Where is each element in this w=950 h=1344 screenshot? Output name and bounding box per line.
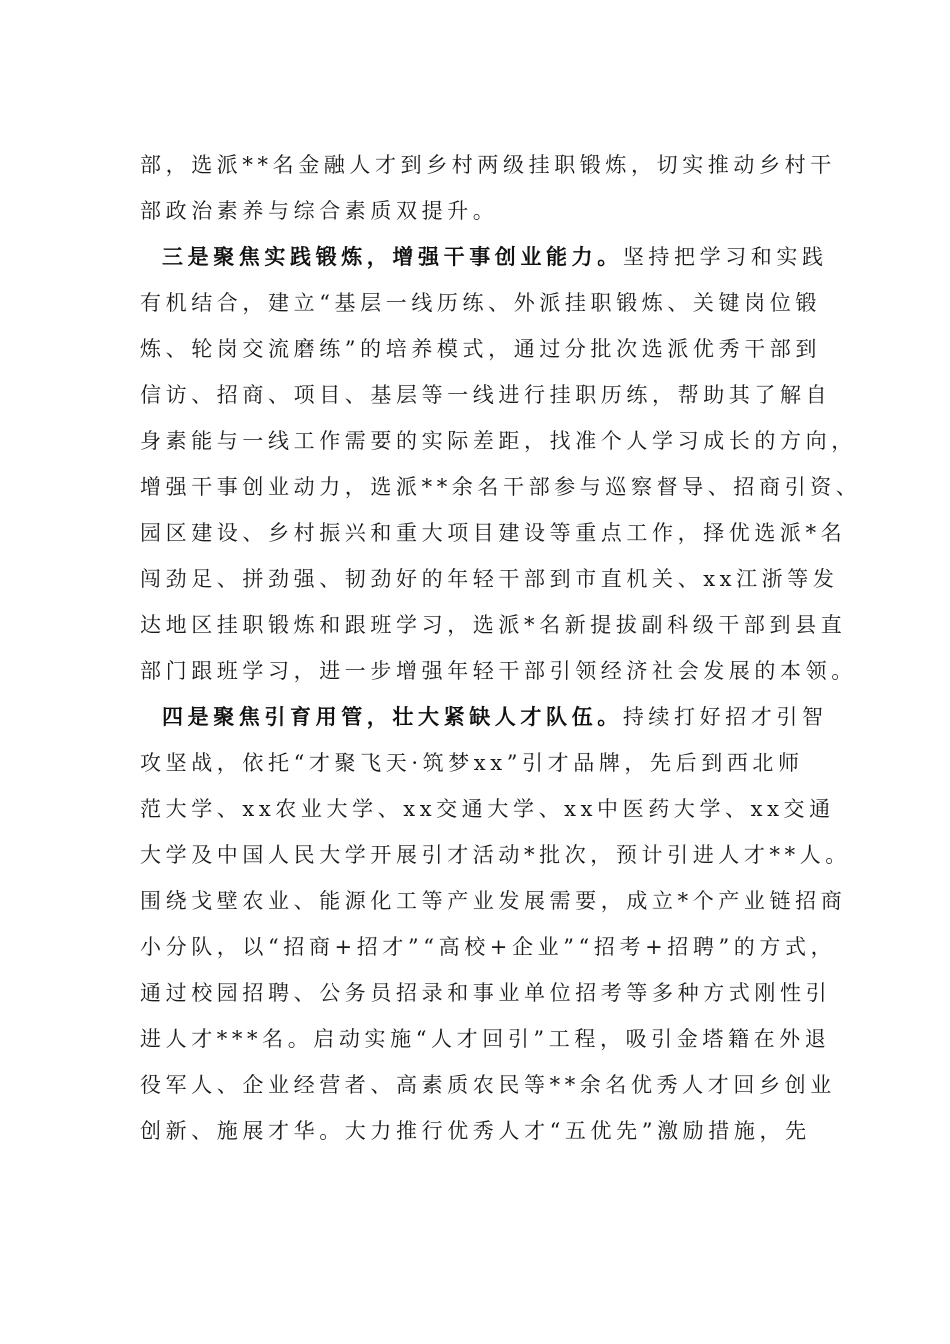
paragraph-3-line-7: 通过校园招聘、公务员招录和事业单位招考等多种方式刚性引 [140,981,832,1005]
paragraph-3-line-3: 范大学、xx农业大学、xx交通大学、xx中医药大学、xx交通 [140,797,835,821]
paragraph-1-line-2: 部政治素养与综合素质双提升。 [140,199,499,223]
paragraph-3-line-1-rest: 持续打好招才引智 [622,705,828,729]
paragraph-2-line-1-rest: 坚持把学习和实践 [622,245,828,269]
paragraph-2-line-6: 增强干事创业动力，选派**余名干部参与巡察督导、招商引资、 [140,475,862,499]
paragraph-2-line-3: 炼、轮岗交流磨练”的培养模式，通过分批次选派优秀干部到 [140,337,821,361]
paragraph-2-line-5: 身素能与一线工作需要的实际差距，找准个人学习成长的方向， [140,429,857,453]
paragraph-2-line-1 [162,242,950,272]
paragraph-3-line-6: 小分队，以“招商+招才”“高校+企业”“招考+招聘”的方式， [140,935,837,959]
paragraph-2-line-7: 园区建设、乡村振兴和重大项目建设等重点工作，择优选派*名 [140,521,847,545]
paragraph-3-line-9: 役军人、企业经营者、高素质农民等**余名优秀人才回乡创业 [140,1073,836,1097]
paragraph-3-line-2: 攻坚战，依托“才聚飞天·筑梦xx”引才品牌，先后到西北师 [140,751,804,775]
paragraph-1-line-1: 部，选派**名金融人才到乡村两级挂职锻炼，切实推动乡村干 [140,153,836,177]
paragraph-3-line-4: 大学及中国人民大学开展引才活动*批次，预计引进人才**人。 [140,843,851,867]
paragraph-3-line-5: 围绕戈壁农业、能源化工等产业发展需要，成立*个产业链招商 [140,889,847,913]
paragraph-2-line-8: 闯劲足、拼劲强、韧劲好的年轻干部到市直机关、xx江浙等发 [140,567,839,591]
paragraph-3-line-1 [162,702,950,732]
paragraph-2-line-10: 部门跟班学习，进一步增强年轻干部引领经济社会发展的本领。 [140,659,857,683]
paragraph-2-heading: 三是聚焦实践锻炼，增强干事创业能力。 [162,245,623,269]
paragraph-3-line-10: 创新、施展才华。大力推行优秀人才“五优先”激励措施，先 [140,1119,811,1143]
paragraph-3-heading: 四是聚焦引育用管，壮大紧缺人才队伍。 [162,705,623,729]
paragraph-2-line-4: 信访、招商、项目、基层等一线进行挂职历练，帮助其了解自 [140,383,832,407]
paragraph-2-line-2: 有机结合，建立“基层一线历练、外派挂职锻炼、关键岗位锻 [140,291,821,315]
paragraph-2-line-9: 达地区挂职锻炼和跟班学习，选派*名新提拔副科级干部到县直 [140,613,847,637]
paragraph-3-line-8: 进人才***名。启动实施“人才回引”工程，吸引金塔籍在外退 [140,1027,831,1051]
